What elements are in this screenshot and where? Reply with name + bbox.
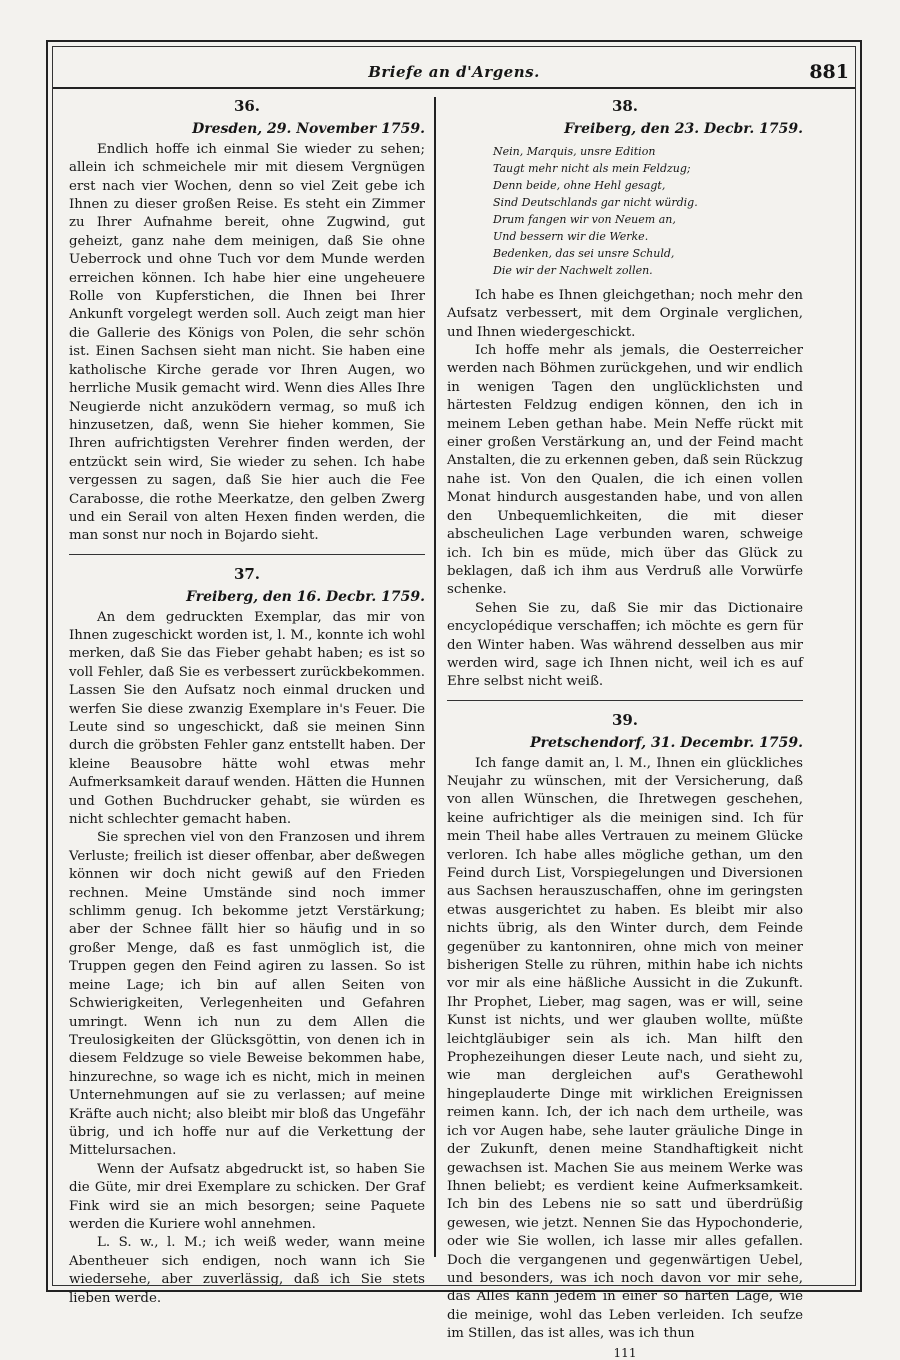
letter-paragraph: Ich hoffe mehr als jemals, die Oesterreicher werden nach Böhmen zurückgehen, und wir endlich in wenigen Tagen den unglücklichsten und härtesten Feldzug endigen können, den ich in meinem Leben gethan habe. Mein Neffe rückt mit einer großen Verstärkung an, und der Feind macht Anstalten, die zu erkennen geben, daß sein Rückzug nahe ist. Von den Qualen, die ich einen vollen Monat hindurch ausgestanden habe, und von allen den Unbequemlichkeiten, die mit dieser abscheulichen Lage verbunden waren, schweige ich. Ich bin es müde, mich über das Glück zu beklagen, daß ich ihm aus Verdruß alle Vorwürfe schenke. — [447, 343, 803, 598]
letter-dateline: Freiberg, den 16. Decbr. 1759. — [186, 589, 425, 606]
letter-37 — [69, 565, 425, 1308]
letter-paragraph: Wenn der Aufsatz abgedruckt ist, so haben Sie die Güte, mir drei Exemplare zu schicken. Der Graf Fink wird sie an mich besorgen; seine Paquete werden die Kuriere wohl annehmen. — [69, 1161, 425, 1232]
letter-number: 36. — [233, 97, 261, 115]
letter-39 — [447, 711, 803, 1360]
signature-mark: 111 — [613, 1345, 637, 1360]
poem-line: Nein, Marquis, unsre Edition — [493, 144, 656, 158]
poem-line: Denn beide, ohne Hehl gesagt, — [493, 178, 666, 192]
left-column — [69, 97, 425, 1306]
letter-closing: L. S. w., l. M.; ich weiß weder, wann meine Abentheuer sich endigen, noch wann ich Sie wiedersehe, aber zuverlässig, daß ich Sie stets lieben werde. — [69, 1235, 425, 1306]
letter-paragraph: Ich habe es Ihnen gleichgethan; noch mehr den Aufsatz verbessert, mit dem Orginale verglichen, und Ihnen wiedergeschickt. — [447, 287, 803, 340]
section-divider — [69, 554, 425, 555]
letter-number: 39. — [611, 710, 639, 729]
right-column — [447, 97, 803, 1360]
running-title: Briefe an d'Argens. — [368, 63, 540, 81]
letter-paragraph: An dem gedruckten Exemplar, das mir von Ihnen zugeschickt worden ist, l. M., konnte ich wohl merken, daß Sie das Fieber gehabt haben; es ist so voll Fehler, daß Sie es verbessert zurückbekommen. Lassen Sie den Aufsatz noch einmal drucken und werfen Sie diese zwanzig Exemplare in's Feuer. Die Leute sind so ungeschickt, daß sie meinen Sinn durch die gröbsten Fehler ganz entstellt haben. Der kleine Beausobre hätte wohl etwas mehr Aufmerksamkeit darauf wenden. Hätten die Hunnen und Gothen Buchdrucker gehabt, sie würden es nicht schlechter gemacht haben. — [69, 609, 425, 828]
poem-line: Drum fangen wir von Neuem an, — [493, 212, 676, 226]
page-frame — [46, 40, 862, 1360]
section-divider — [447, 700, 803, 701]
letter-dateline: Dresden, 29. November 1759. — [192, 121, 425, 138]
letter-dateline: Pretschendorf, 31. Decembr. 1759. — [530, 735, 803, 752]
poem-line: Und bessern wir die Werke. — [493, 229, 649, 243]
poem-line: Die wir der Nachwelt zollen. — [493, 263, 653, 277]
page-number: 881 — [809, 61, 849, 83]
poem-line: Bedenken, das sei unsre Schuld, — [493, 246, 675, 260]
letter-38 — [447, 97, 803, 692]
letter-paragraph: Ich fange damit an, l. M., Ihnen ein glückliches Neujahr zu wünschen, mit der Versicherung, daß von allen Wünschen, die Ihretwegen geschehen, keine aufrichtiger als die meinigen sind. Ich für mein Theil habe alles Vertrauen zu meinem Glücke verloren. Ich habe alles mögliche gethan, um den Feind durch List, Vorspiegelungen und Diversionen aus Sachsen herauszuschaffen, ohne im geringsten etwas ausgerichtet zu haben. Es bleibt mir also nichts übrig, als den Winter durch, dem Feinde gegenüber zu kantonniren, ohne mich von meiner bisherigen Stelle zu rühren, mithin habe ich nichts vor mir als eine häßliche Aussicht in die Zukunft. Ihr Prophet, Lieber, mag sagen, was er will, seine Kunst ist nichts, und wer glauben wollte, müßte leichtgläubiger sein als ich. Man hilft den Prophezeihungen dieser Leute nach, und sieht zu, wie man dergleichen auf's Gerathewohl hingeplauderte Dinge mit wirklichen Ereignissen reimen kann. Ich, der ich nach dem urtheile, was ich vor Augen habe, sehe lauter gräuliche Dinge in der Zukunft, denen meine Standhaftigkeit nicht gewachsen ist. Machen Sie aus meinem Werke was Ihnen beliebt; es verdient keine Aufmerksamkeit. Ich bin des Lebens nie so satt und überdrüßig gewesen, wie jetzt. Nennen Sie das Hypochonderie, oder wie Sie wollen, ich lasse mir alles gefallen. Doch die vergangenen und gegenwärtigen Uebel, und besonders, was ich noch davon vor mir sehe, das Alles kann jedem in einer so harten Lage, wie die meinige, wohl das Leben verleiden. Ich seufze im Stillen, das ist alles, was ich thun — [447, 755, 803, 1342]
poem-line: Taugt mehr nicht als mein Feldzug; — [493, 161, 691, 175]
letter-number: 38. — [611, 97, 639, 115]
letter-dateline: Freiberg, den 23. Decbr. 1759. — [564, 121, 803, 138]
letter-paragraph: Sehen Sie zu, daß Sie mir das Dictionaire encyclopédique verschaffen; ich möchte es gern für den Winter haben. Was während desselben aus mir werden wird, sage ich Ihnen nicht, weil ich es auf Ehre selbst nicht weiß. — [447, 600, 803, 690]
running-head — [53, 61, 855, 89]
page-inner-frame — [52, 46, 856, 1360]
letter-paragraph: Sie sprechen viel von den Franzosen und ihrem Verluste; freilich ist dieser offenbar, aber deßwegen können wir doch nicht gewiß auf den Frieden rechnen. Meine Umstände sind noch immer schlimm genug. Ich bekomme jetzt Verstärkung; aber der Schnee fällt hier so häufig und in so großer Menge, daß es fast unmöglich ist, die Truppen gegen den Feind agiren zu lassen. So ist meine Lage; ich bin auf allen Seiten von Schwierigkeiten, Verlegenheiten und Gefahren umringt. Wenn ich nun zu dem Allen die Treulosigkeiten der Glücksgöttin, von denen ich in diesem Feldzuge so viele Beweise bekommen habe, hinzurechne, so wage ich es nicht, mich in meinen Unternehmungen auf sie zu verlassen; auf meine Kräfte auch nicht; also bleibt mir bloß das Ungefähr übrig, und ich hoffe nur auf die Verkettung der Mittelursachen. — [69, 830, 425, 1159]
column-divider — [434, 97, 436, 1257]
letter-number: 37. — [233, 564, 261, 583]
poem-line: Sind Deutschlands gar nicht würdig. — [493, 195, 698, 209]
poem — [493, 143, 803, 279]
letter-36 — [69, 97, 425, 546]
letter-paragraph: Endlich hoffe ich einmal Sie wieder zu sehen; allein ich schmeichele mir mit diesem Vergnügen erst nach vier Wochen, denn so viel Zeit gebe ich Ihnen zu dieser großen Reise. Es steht ein Zimmer zu Ihrer Aufnahme bereit, ohne Zugwind, gut geheizt, ganz nahe dem meinigen, daß Sie ohne Ueberrock und ohne Tuch vor dem Munde werden erreichen können. Ich habe hier eine ungeheuere Rolle von Kupferstichen, die Ihnen bei Ihrer Ankunft vorgelegt werden soll. Auch zeigt man hier die Gallerie des Königs von Polen, die sehr schön ist. Einen Sachsen sieht man nicht. Sie haben eine katholische Kirche gerade vor Ihren Augen, wo herrliche Musik gemacht wird. Wenn dies Alles Ihre Neugierde nicht anzuködern vermag, so muß ich hinzusetzen, daß, wenn Sie hieher kommen, Sie Ihren aufrichtigsten Verehrer finden werden, der entzückt sein wird, Sie wieder zu sehen. Ich habe vergessen zu sagen, daß Sie hier auch die Fee Carabosse, die rothe Meerkatze, den gelben Zwerg und ein Serail von alten Hexen finden werden, die man sonst nur noch in Bojardo sieht. — [69, 141, 425, 544]
